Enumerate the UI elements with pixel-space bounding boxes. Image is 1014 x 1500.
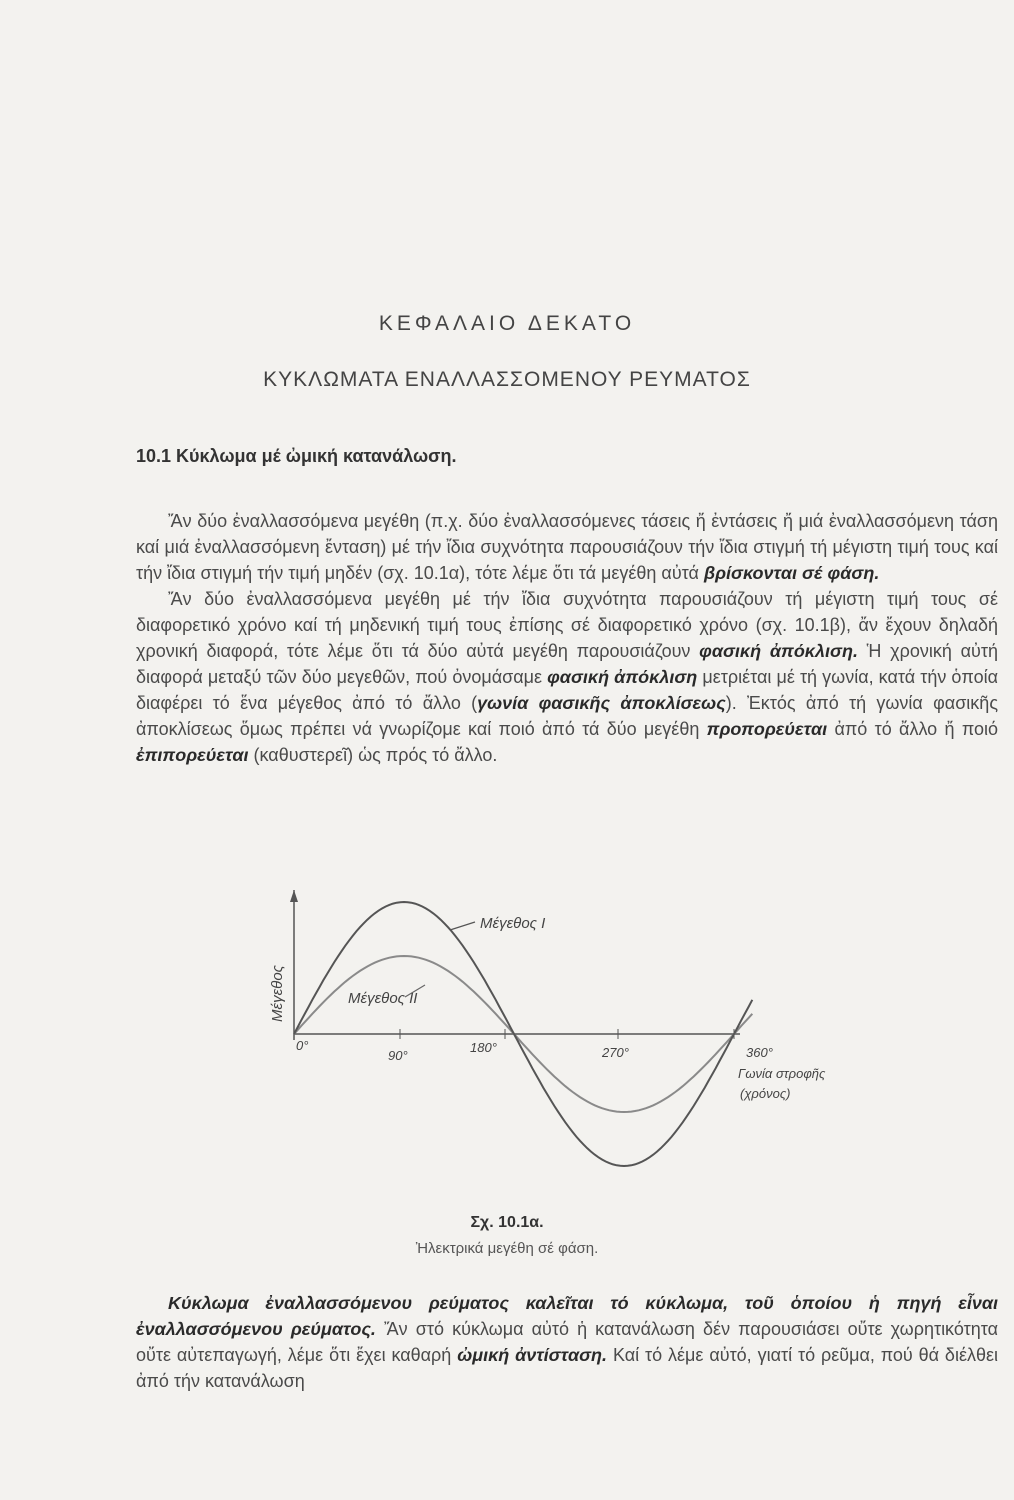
paragraph-ac-circuit xyxy=(136,1290,998,1394)
figure-number: Σχ. 10.1α. xyxy=(470,1214,544,1231)
x-axis-label-1: Γωνία στροφῆς xyxy=(738,1066,826,1081)
paragraph-text: ). Ἐκτός ἀπό τή γωνία φασικῆς ἀποκλίσεως ὅμως πρέπει νά γνωρίζομε καί ποιό ἀπό τά δύο μεγέθη xyxy=(136,693,998,739)
emphasis-lags: ἐπιπορεύεται xyxy=(136,745,249,765)
paragraph-text: ἀπό τό ἄλλο ἤ ποιό xyxy=(827,719,998,739)
series-1-label: Μέγεθος Ι xyxy=(480,915,546,932)
x-axis-label-2: (χρόνος) xyxy=(740,1086,791,1101)
x-tick-label: 90° xyxy=(388,1048,408,1063)
series-2-label: Μέγεθος ΙΙ xyxy=(348,990,418,1007)
paragraph-text: Ἡ χρονική αὐτή διαφορά μεταξύ τῶν δύο μεγεθῶν, πού ὀνομάσαμε xyxy=(136,641,998,687)
x-tick-label: 0° xyxy=(296,1038,309,1053)
y-axis-label: Μέγεθος xyxy=(269,965,286,1022)
paragraph-text: μετριέται μέ τή γωνία, κατά τήν ὁποία διαφέρει τό ἕνα μέγεθος ἀπό τό ἄλλο ( xyxy=(136,667,998,713)
emphasis-leads: προπορεύεται xyxy=(706,719,828,739)
paragraph-in-phase xyxy=(136,508,998,586)
emphasis-phase-angle: γωνία φασικῆς ἀποκλίσεως xyxy=(477,693,726,713)
emphasis-ohmic-resistance: ὠμική ἀντίσταση. xyxy=(457,1345,608,1365)
section-heading: 10.1 Κύκλωμα μέ ὠμική κατανάλωση. xyxy=(136,446,457,466)
x-tick-label: 270° xyxy=(602,1045,629,1060)
x-tick-label: 180° xyxy=(470,1040,497,1055)
paragraph-phase-shift xyxy=(136,586,998,768)
figure-caption: Ἠλεκτρικά μεγέθη σέ φάση. xyxy=(415,1240,599,1257)
ac-circuit-paragraph xyxy=(136,1290,998,1394)
emphasis-phase-shift-2: φασική ἀπόκλιση xyxy=(547,667,698,687)
intro-paragraphs xyxy=(136,508,998,768)
emphasis-phase-shift: φασική ἀπόκλιση. xyxy=(699,641,858,661)
y-axis-arrow xyxy=(290,890,298,902)
emphasis-in-phase: βρίσκονται σέ φάση. xyxy=(703,563,880,583)
paragraph-text: (καθυστερεῖ) ὡς πρός τό ἄλλο. xyxy=(248,745,498,765)
series-1-pointer xyxy=(450,922,475,930)
paragraph-text: Καί τό λέμε αὐτό, γιατί τό ρεῦμα, πού θά διέλθει ἀπό τήν κατανάλωση xyxy=(136,1345,998,1391)
paragraph-text: Ἄν στό κύκλωμα αὐτό ἡ κατανάλωση δέν παρουσιάσει οὔτε χωρητικότητα οὔτε αὐτεπαγωγή, λέμε ὅτι ἔχει καθαρή xyxy=(136,1319,998,1365)
paragraph-text: Ἄν δύο ἐναλλασσόμενα μεγέθη (π.χ. δύο ἐναλλασσόμενες τάσεις ἤ ἐντάσεις ἤ μιά ἐναλλασσόμενη τάση καί μιά ἐναλλασσόμενη ἔνταση) μέ τήν ἴδια συχνότητα παρουσιάζουν τήν ἴδια στιγμή τή μέγιστη τιμή τους καί τήν ἴδια στιγμή τήν τιμή μηδέν (σχ. 10.1α), τότε λέμε ὅτι τά μεγέθη αὐτά xyxy=(136,511,998,583)
x-tick-label: 360° xyxy=(746,1045,773,1060)
sine-wave-figure xyxy=(260,890,900,1190)
chapter-title: ΚΥΚΛΩΜΑΤΑ ΕΝΑΛΛΑΣΣΟΜΕΝΟΥ ΡΕΥΜΑΤΟΣ xyxy=(263,368,751,391)
emphasis-ac-circuit: Κύκλωμα ἐναλλασσόμενου ρεύματος καλεῖται τό κύκλωμα, τοῦ ὁποίου ἡ πηγή εἶναι ἐναλλασσόμενου ρεύματος. xyxy=(136,1293,998,1339)
chapter-number: ΚΕΦΑΛΑΙΟ ΔΕΚΑΤΟ xyxy=(378,312,636,335)
paragraph-text: Ἄν δύο ἐναλλασσόμενα μεγέθη μέ τήν ἴδια συχνότητα παρουσιάζουν τή μέγιστη τιμή τους σέ διαφορετικό χρόνο καί τή μηδενική τιμή τους ἐπίσης σέ διαφορετικό χρόνο (σχ. 10.1β), ἄν ἔχουν δηλαδή χρονική διαφορά, τότε λέμε ὅτι τά δύο αὐτά μεγέθη παρουσιάζουν xyxy=(136,589,998,661)
